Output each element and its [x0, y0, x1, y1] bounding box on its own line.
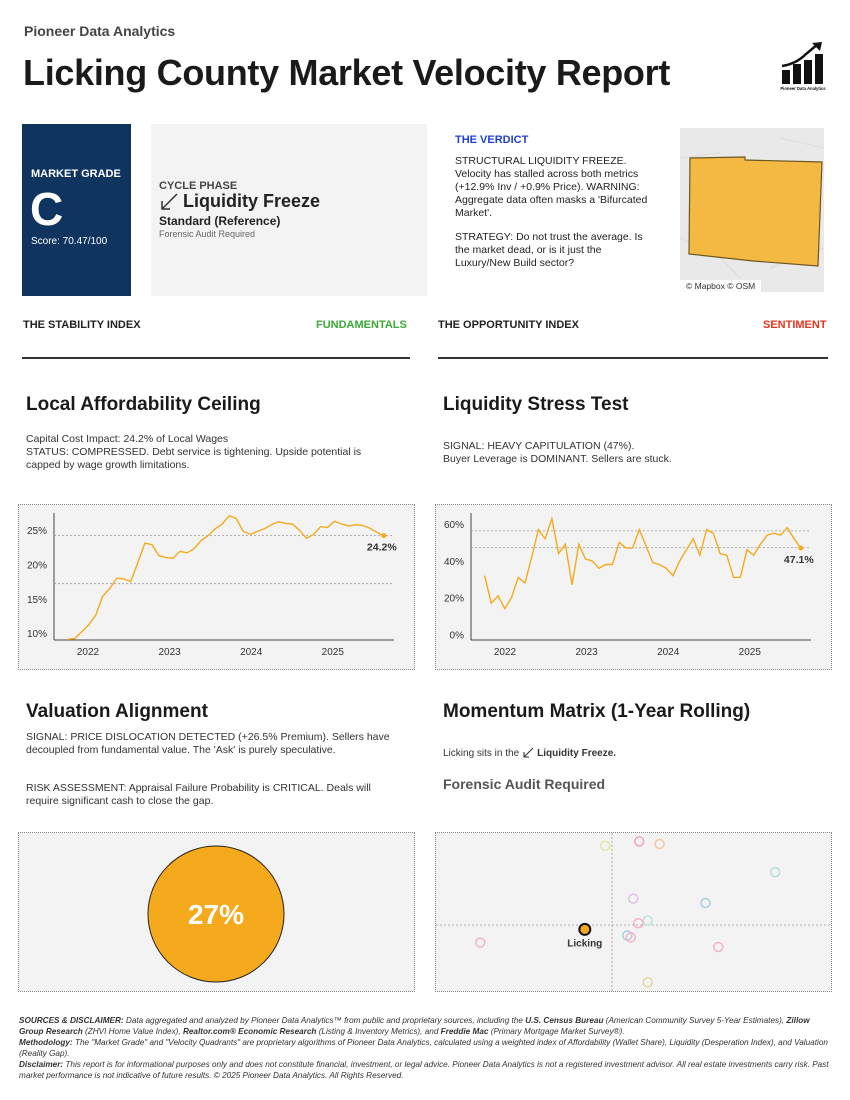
divider-right	[438, 357, 828, 359]
x-tick-label: 2022	[493, 647, 517, 658]
footer-disclaimer-text	[19, 1059, 831, 1081]
scatter-point	[643, 978, 652, 987]
footer-sources-text: (Primary Mortgage Market Survey®).	[488, 1027, 625, 1036]
momentum-title: Momentum Matrix (1-Year Rolling)	[443, 701, 751, 722]
footer-source-zillow: Zillow Group Research	[19, 1016, 810, 1036]
x-tick-label: 2025	[321, 647, 344, 658]
footer-disclaimer	[19, 1015, 831, 1081]
x-tick-label: 2024	[657, 647, 680, 658]
liquidity-title: Liquidity Stress Test	[443, 394, 629, 415]
x-tick-label: 2023	[575, 647, 598, 658]
valuation-pie-label: 27%	[187, 899, 245, 930]
fundamentals-tag: FUNDAMENTALS	[316, 319, 407, 331]
market-grade-label: MARKET GRADE	[31, 168, 121, 180]
last-point	[798, 545, 803, 550]
verdict-heading: THE VERDICT	[455, 134, 529, 146]
momentum-sub-phase: Liquidity Freeze.	[537, 747, 617, 759]
market-grade-card	[22, 124, 131, 296]
y-tick-label: 10%	[26, 629, 47, 641]
cycle-phase-label: CYCLE PHASE	[159, 180, 238, 192]
plot-area	[54, 513, 394, 640]
cycle-phase-title	[159, 191, 320, 212]
footer-source-realtor: Realtor.com® Economic Research	[182, 1027, 317, 1036]
x-tick-label: 2025	[738, 647, 761, 658]
logo-text: Pioneer Data Analytics	[780, 86, 826, 91]
scatter-point	[635, 837, 644, 846]
cycle-phase-card	[151, 124, 427, 296]
scatter-point	[771, 868, 780, 877]
scatter-point	[634, 919, 643, 928]
footer-sources-label: SOURCES & DISCLAIMER:	[19, 1016, 124, 1025]
verdict-text: STRUCTURAL LIQUIDITY FREEZE. Velocity has stalled across both metrics (+12.9% Inv / +0.9% Price). WARNING: Aggregate data often masks a 'Bifurcated Market'.	[455, 155, 648, 219]
highlight-point-label: Licking	[567, 938, 603, 950]
footer-source-census: U.S. Census Bureau	[525, 1016, 604, 1025]
y-tick-label: 15%	[26, 594, 47, 606]
y-tick-label: 60%	[443, 520, 464, 532]
arrow-down-left-icon	[522, 747, 534, 759]
scatter-point	[601, 841, 610, 850]
valuation-line1: SIGNAL: PRICE DISLOCATION DETECTED (+26.5% Premium). Sellers have decoupled from fundamental value. The 'Ask' is purely speculative.	[26, 731, 390, 756]
liquidity-chart	[435, 504, 832, 670]
report-title: Licking County Market Velocity Report	[23, 52, 671, 93]
brand-name: Pioneer Data Analytics	[24, 23, 176, 39]
x-tick-label: 2022	[76, 647, 100, 658]
footer-sources-text: (ZHVI Home Value Index),	[82, 1027, 183, 1036]
footer-sources-text: (American Community Survey 5-Year Estimates),	[603, 1016, 787, 1025]
last-point	[381, 533, 386, 538]
scatter-point	[629, 894, 638, 903]
cycle-phase-note: Forensic Audit Required	[159, 229, 256, 239]
footer-source-freddie: Freddie Mac	[440, 1027, 489, 1036]
footer-methodology	[19, 1037, 831, 1059]
momentum-audit: Forensic Audit Required	[443, 776, 606, 792]
y-tick-label: 0%	[449, 630, 464, 642]
liquidity-line1: SIGNAL: HEAVY CAPITULATION (47%).	[443, 440, 635, 452]
y-tick-label: 40%	[443, 556, 464, 568]
affordability-line2: STATUS: COMPRESSED. Debt service is tightening. Upside potential is capped by wage growth limitations.	[26, 446, 362, 471]
end-value-label: 24.2%	[366, 541, 397, 554]
y-tick-label: 25%	[26, 526, 47, 538]
footer-sources-text: Data aggregated and analyzed by Pioneer Data Analytics™ from public and proprietary sources, including the	[123, 1016, 526, 1025]
valuation-title: Valuation Alignment	[26, 701, 208, 722]
affordability-line1: Capital Cost Impact: 24.2% of Local Wages	[26, 433, 229, 445]
footer-disclaimer-body: This report is for informational purposes only and does not constitute financial, investment, or legal advice. Pioneer Data Analytics is not a registered investment advisor. All real estate investments carry risk. Past market performance is not indicative of future results. © 2025 Pioneer Data Analytics. All Rights Reserved.	[19, 1060, 829, 1080]
scatter-point	[643, 916, 652, 925]
highlight-point	[579, 924, 590, 935]
affordability-chart	[18, 504, 415, 670]
footer-sources-text: (Listing & Inventory Metrics), and	[316, 1027, 441, 1036]
liquidity-line2: Buyer Leverage is DOMINANT. Sellers are stuck.	[443, 453, 672, 465]
y-tick-label: 20%	[26, 560, 47, 572]
momentum-subtitle	[443, 747, 616, 759]
footer-methodology-text: The "Market Grade" and "Velocity Quadrants" are proprietary algorithms of Pioneer Data Analytics, calculated using a weighted index of Affordability (Wallet Share), Liquidity (Desperation Index), and Valuation (Reality Gap).	[19, 1038, 828, 1058]
valuation-line2: RISK ASSESSMENT: Appraisal Failure Probability is CRITICAL. Deals will require significant cash to close the gap.	[26, 782, 371, 807]
opportunity-index-label: THE OPPORTUNITY INDEX	[438, 319, 579, 331]
cycle-phase-name: Liquidity Freeze	[183, 191, 321, 211]
market-score: Score: 70.47/100	[31, 236, 108, 247]
company-logo	[778, 40, 828, 92]
market-grade-value: C	[30, 183, 64, 235]
scatter-point	[714, 943, 723, 952]
y-tick-label: 20%	[443, 593, 464, 605]
end-value-label: 47.1%	[783, 553, 814, 566]
footer-disclaimer-label: Disclaimer:	[19, 1060, 64, 1069]
valuation-chart	[18, 832, 415, 992]
divider-left	[22, 357, 410, 359]
county-map[interactable]	[680, 128, 824, 292]
affordability-title: Local Affordability Ceiling	[26, 394, 261, 415]
momentum-sub-prefix: Licking sits in the	[443, 747, 520, 759]
cycle-phase-standard: Standard (Reference)	[159, 214, 281, 228]
verdict-strategy: STRATEGY: Do not trust the average. Is the market dead, or is it just the Luxury/New Build sector?	[455, 231, 643, 269]
county-shape[interactable]	[689, 157, 822, 266]
sentiment-tag: SENTIMENT	[763, 319, 827, 331]
momentum-chart	[435, 832, 832, 992]
arrow-down-left-icon	[159, 192, 179, 212]
map-credit: © Mapbox © OSM	[680, 280, 761, 292]
scatter-point	[701, 899, 710, 908]
scatter-point	[476, 938, 485, 947]
stability-index-label: THE STABILITY INDEX	[23, 319, 141, 331]
x-tick-label: 2023	[158, 647, 181, 658]
footer-methodology-label: Methodology:	[19, 1038, 73, 1047]
scatter-point	[655, 840, 664, 849]
x-tick-label: 2024	[240, 647, 263, 658]
footer-sources	[19, 1015, 831, 1037]
